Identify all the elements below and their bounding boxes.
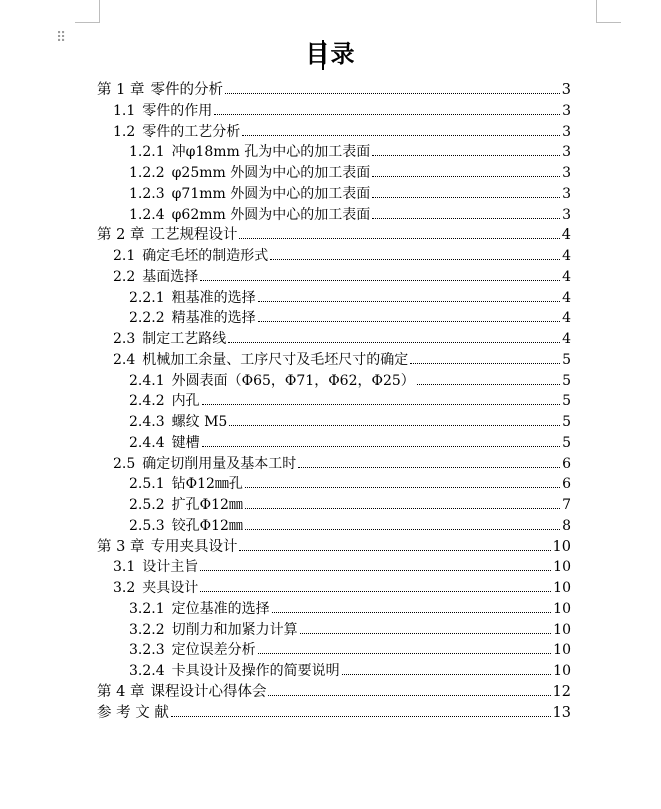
toc-entry-page: 3 bbox=[562, 102, 571, 119]
toc-dot-leader bbox=[200, 591, 551, 592]
toc-entry-label: 铰孔Φ12㎜ bbox=[171, 517, 243, 534]
toc-entry-number: 2.4 bbox=[113, 351, 136, 368]
toc-entry-page: 10 bbox=[553, 663, 571, 679]
toc-entry-number: 第 4 章 bbox=[97, 683, 145, 700]
toc-entry[interactable] bbox=[113, 245, 571, 265]
toc-entry-label: 零件的作用 bbox=[142, 102, 213, 119]
toc-dot-leader bbox=[298, 467, 560, 468]
toc-entry[interactable] bbox=[113, 349, 571, 369]
toc-dot-leader bbox=[202, 404, 560, 405]
toc-entry-number: 2.4.1 bbox=[129, 372, 165, 389]
toc-entry-page: 4 bbox=[562, 331, 571, 347]
toc-dot-leader bbox=[200, 570, 551, 571]
toc-entry-label: 钻Φ12㎜孔 bbox=[171, 476, 243, 493]
toc-entry-page: 10 bbox=[553, 559, 571, 576]
toc-entry-page: 3 bbox=[562, 144, 571, 161]
toc-entry-label: 零件的工艺分析 bbox=[142, 123, 241, 140]
toc-entry-number: 2.4.4 bbox=[129, 434, 165, 451]
toc-dot-leader bbox=[372, 155, 560, 156]
toc-entry[interactable] bbox=[113, 100, 571, 120]
toc-entry[interactable] bbox=[97, 79, 571, 99]
toc-entry[interactable] bbox=[129, 515, 571, 535]
toc-entry-page: 5 bbox=[562, 414, 571, 430]
toc-entry-label: 机械加工余量、工序尺寸及毛坯尺寸的确定 bbox=[142, 351, 409, 368]
toc-entry-label: 确定毛坯的制造形式 bbox=[142, 248, 269, 264]
toc-entry-number: 1.2.4 bbox=[129, 206, 165, 223]
toc-dot-leader bbox=[214, 114, 560, 115]
toc-dot-leader bbox=[239, 550, 550, 551]
toc-entry-page: 10 bbox=[553, 580, 571, 596]
toc-entry-number: 2.1 bbox=[113, 248, 136, 264]
toc-dot-leader bbox=[268, 695, 550, 696]
toc-entry-label: 课程设计心得体会 bbox=[150, 683, 267, 700]
toc-entry-label: 冲φ18mm 孔为中心的加工表面 bbox=[171, 144, 371, 161]
toc-entry[interactable] bbox=[129, 432, 571, 452]
toc-entry-page: 10 bbox=[553, 621, 571, 638]
toc-entry-number: 3.2.3 bbox=[129, 642, 165, 659]
toc-entry[interactable] bbox=[129, 660, 571, 680]
toc-entry-page: 4 bbox=[562, 289, 571, 306]
toc-entry-label: 精基准的选择 bbox=[171, 310, 256, 327]
toc-entry-number: 2.2 bbox=[113, 268, 136, 285]
toc-entry[interactable] bbox=[129, 141, 571, 161]
toc-entry-number: 2.4.2 bbox=[129, 393, 165, 410]
toc-entry[interactable] bbox=[129, 598, 571, 618]
toc-entry-page: 3 bbox=[561, 82, 571, 98]
toc-entry-number: 2.4.3 bbox=[129, 414, 165, 430]
toc-entry[interactable] bbox=[129, 411, 571, 431]
toc-dot-leader bbox=[242, 135, 560, 136]
toc-entry[interactable] bbox=[129, 619, 571, 639]
toc-dot-leader bbox=[258, 653, 552, 654]
toc-entry-label: 工艺规程设计 bbox=[150, 227, 238, 244]
toc-entry-page: 12 bbox=[552, 683, 571, 700]
toc-entry-page: 3 bbox=[562, 123, 571, 140]
toc-entry[interactable] bbox=[113, 121, 571, 141]
toc-entry-page: 4 bbox=[562, 310, 571, 327]
toc-dot-leader bbox=[202, 446, 560, 447]
toc-entry-page: 5 bbox=[562, 351, 571, 368]
toc-dot-leader bbox=[372, 197, 560, 198]
toc-entry-page: 10 bbox=[553, 642, 571, 659]
toc-entry-number: 2.5.3 bbox=[129, 517, 165, 534]
toc-entry[interactable] bbox=[129, 162, 571, 182]
toc-entry-number: 2.5 bbox=[113, 455, 136, 472]
toc-title: 目录 bbox=[305, 40, 356, 68]
toc-entry-number: 1.2 bbox=[113, 123, 136, 140]
toc-entry-number: 2.5.1 bbox=[129, 476, 165, 493]
toc-entry-page: 5 bbox=[562, 393, 571, 410]
toc-entry-page: 4 bbox=[562, 248, 571, 264]
toc-entry-label: 专用夹具设计 bbox=[150, 538, 238, 555]
toc-entry-page: 13 bbox=[552, 704, 571, 721]
toc-dot-leader bbox=[272, 612, 552, 613]
toc-entry-label: 扩孔Φ12㎜ bbox=[171, 497, 243, 513]
toc-entry-label: 定位误差分析 bbox=[171, 642, 256, 659]
toc-entry-label: 内孔 bbox=[171, 393, 200, 410]
toc-dot-leader bbox=[225, 93, 560, 94]
toc-dot-leader bbox=[228, 342, 560, 343]
drag-handle-icon[interactable]: ⠿ bbox=[56, 30, 66, 46]
toc-entry-label: 定位基准的选择 bbox=[171, 600, 270, 617]
toc-entry[interactable] bbox=[97, 702, 571, 722]
toc-entry-label: φ62mm 外圆为中心的加工表面 bbox=[171, 206, 371, 223]
toc-entry-number: 2.5.2 bbox=[129, 497, 165, 513]
toc-dot-leader bbox=[300, 633, 552, 634]
toc-entry-page: 7 bbox=[562, 497, 571, 513]
toc-entry[interactable] bbox=[129, 473, 571, 493]
toc-entry[interactable] bbox=[97, 536, 571, 556]
toc-entry[interactable] bbox=[129, 390, 571, 410]
toc-entry-page: 8 bbox=[562, 517, 571, 534]
toc-entry-label: 外圆表面（Φ65，Φ71，Φ62，Φ25） bbox=[171, 372, 415, 389]
toc-entry[interactable] bbox=[129, 204, 571, 224]
page-corner-mark-right bbox=[596, 0, 621, 23]
toc-entry-label: 粗基准的选择 bbox=[171, 289, 256, 306]
toc-entry-page: 6 bbox=[562, 455, 571, 472]
toc-entry-number: 1.2.3 bbox=[129, 185, 165, 202]
toc-entry-number: 3.2 bbox=[113, 580, 136, 596]
toc-entry-label: 确定切削用量及基本工时 bbox=[142, 455, 297, 472]
toc-entry-number: 3.2.2 bbox=[129, 621, 165, 638]
toc-entry[interactable] bbox=[129, 183, 571, 203]
toc-entry-number: 1.2.1 bbox=[129, 144, 165, 161]
toc-dot-leader bbox=[229, 425, 560, 426]
toc-dot-leader bbox=[171, 716, 551, 717]
toc-entry[interactable] bbox=[129, 494, 571, 514]
toc-entry[interactable] bbox=[113, 453, 571, 473]
toc-dot-leader bbox=[342, 674, 552, 675]
toc-entry-label: 设计主旨 bbox=[142, 559, 199, 576]
toc-entry-number: 第 2 章 bbox=[97, 227, 145, 244]
toc-entry-label: 参 考 文 献 bbox=[97, 704, 169, 721]
toc-entry-number: 2.3 bbox=[113, 331, 136, 347]
toc-entry-label: 螺纹 M5 bbox=[171, 414, 228, 430]
toc-entry-label: 基面选择 bbox=[142, 268, 199, 285]
toc-entry[interactable] bbox=[113, 266, 571, 286]
toc-entry[interactable] bbox=[113, 328, 571, 348]
toc-entry-label: 卡具设计及操作的简要说明 bbox=[171, 663, 340, 679]
toc-entry-page: 5 bbox=[562, 372, 571, 389]
toc-entry[interactable] bbox=[113, 577, 571, 597]
toc-entry-label: 夹具设计 bbox=[142, 580, 199, 596]
toc-entry-page: 10 bbox=[552, 538, 571, 555]
toc-entry-number: 1.2.2 bbox=[129, 165, 165, 181]
toc-entry-number: 1.1 bbox=[113, 102, 136, 119]
toc-entry-page: 6 bbox=[562, 476, 571, 493]
toc-entry-page: 3 bbox=[562, 165, 571, 181]
toc-dot-leader bbox=[245, 508, 560, 509]
toc-entry-page: 10 bbox=[553, 600, 571, 617]
toc-dot-leader bbox=[239, 238, 559, 239]
toc-entry[interactable] bbox=[129, 287, 571, 307]
toc-entry-number: 3.2.1 bbox=[129, 600, 165, 617]
toc-entry-label: φ25mm 外圆为中心的加工表面 bbox=[171, 165, 371, 181]
toc-entry[interactable] bbox=[113, 556, 571, 576]
toc-entry-page: 5 bbox=[562, 434, 571, 451]
toc-entry-label: 键槽 bbox=[171, 434, 200, 451]
toc-entry-page: 3 bbox=[562, 206, 571, 223]
toc-dot-leader bbox=[410, 363, 560, 364]
toc-entry[interactable] bbox=[97, 681, 571, 701]
toc-dot-leader bbox=[258, 321, 560, 322]
toc-dot-leader bbox=[200, 280, 560, 281]
toc-entry-page: 4 bbox=[562, 268, 571, 285]
toc-entry[interactable] bbox=[97, 224, 571, 244]
toc-entry[interactable] bbox=[129, 639, 571, 659]
toc-entry-number: 第 3 章 bbox=[97, 538, 145, 555]
toc-entry-label: 零件的分析 bbox=[150, 82, 223, 98]
toc-entry[interactable] bbox=[129, 307, 571, 327]
toc-entry-number: 2.2.1 bbox=[129, 289, 165, 306]
toc-entry-label: 切削力和加紧力计算 bbox=[171, 621, 298, 638]
toc-entry-page: 3 bbox=[562, 185, 571, 202]
toc-entry-number: 3.2.4 bbox=[129, 663, 165, 679]
toc-dot-leader bbox=[372, 218, 560, 219]
toc-entry-label: 制定工艺路线 bbox=[142, 331, 227, 347]
toc-dot-leader bbox=[417, 384, 560, 385]
toc-entry-label: φ71mm 外圆为中心的加工表面 bbox=[171, 185, 371, 202]
toc-dot-leader bbox=[245, 529, 560, 530]
toc-dot-leader bbox=[372, 176, 560, 177]
toc-dot-leader bbox=[270, 259, 560, 260]
toc-entry[interactable] bbox=[129, 370, 571, 390]
page-corner-mark-left bbox=[75, 0, 100, 23]
toc-dot-leader bbox=[258, 301, 560, 302]
toc-entry-page: 4 bbox=[561, 227, 571, 244]
toc-entry-number: 2.2.2 bbox=[129, 310, 165, 327]
toc-entry-number: 3.1 bbox=[113, 559, 136, 576]
toc-dot-leader bbox=[245, 487, 560, 488]
toc-entry-number: 第 1 章 bbox=[97, 82, 145, 98]
